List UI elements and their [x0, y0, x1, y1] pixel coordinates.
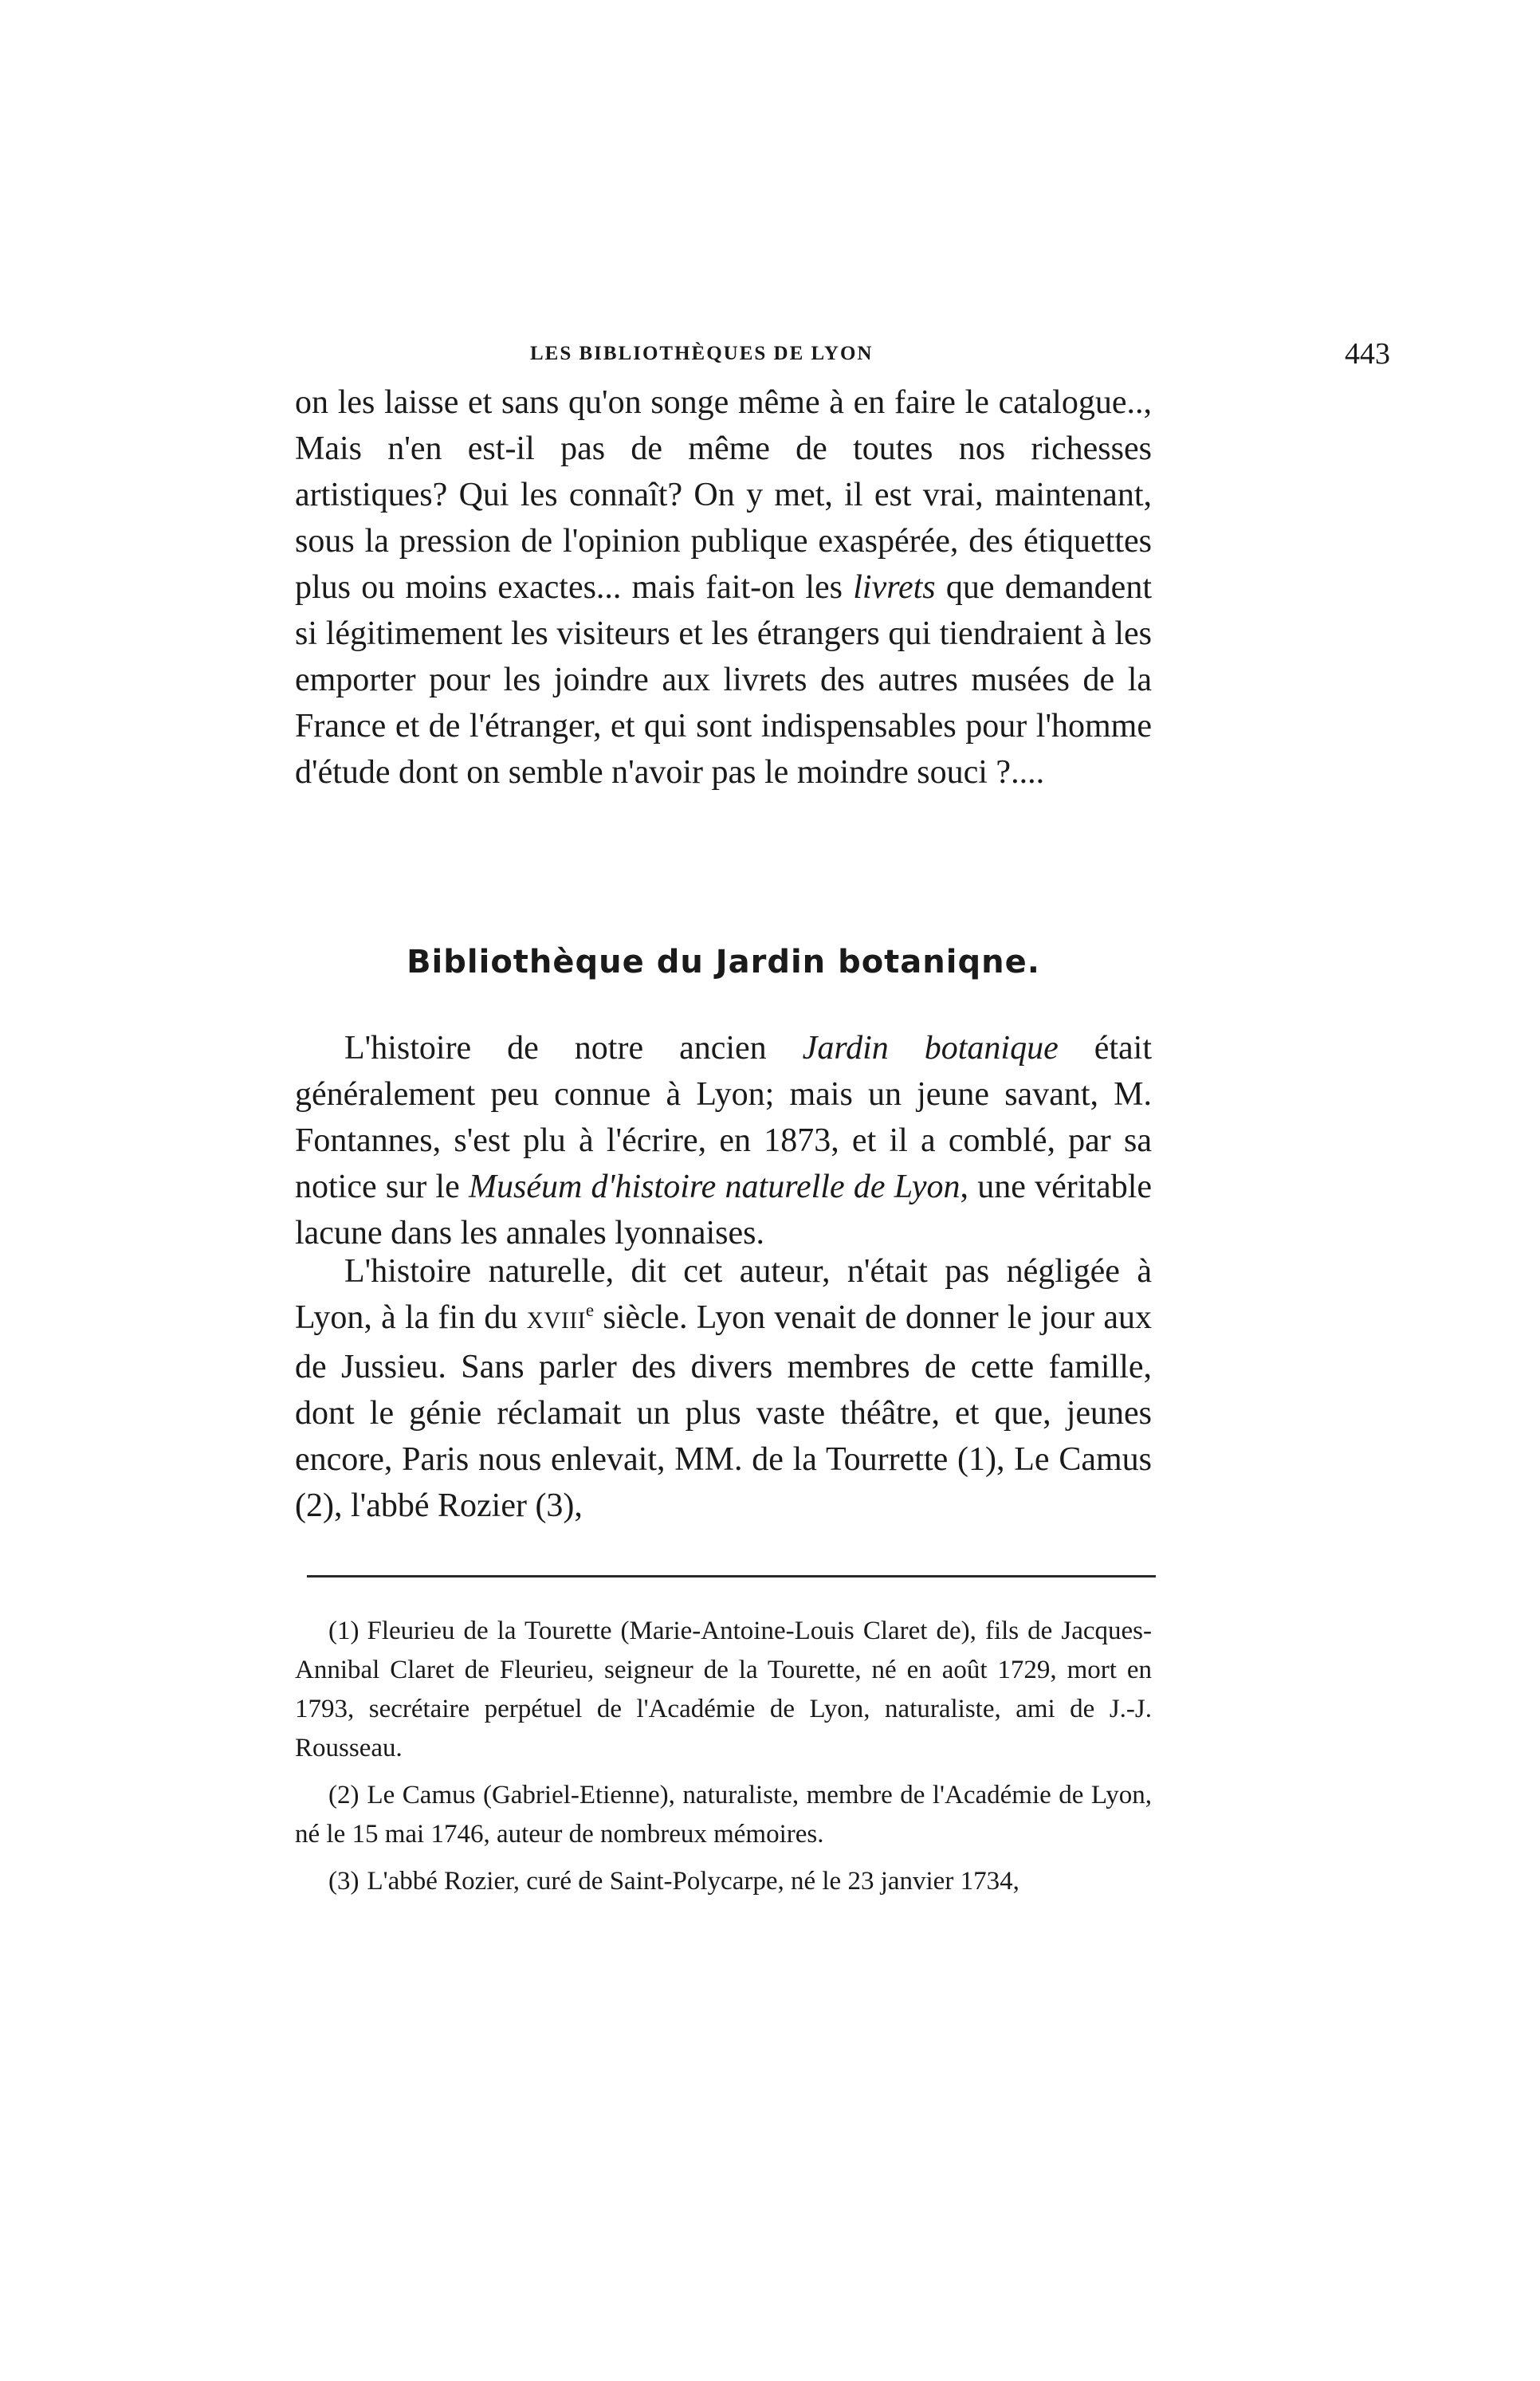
- running-title: LES BIBLIOTHÈQUES DE LYON: [530, 343, 874, 364]
- paragraph-2-text-b: était généralement peu connue à Lyon; mais un jeune savant, M. Fontannes, s'est plu à l'écrire, en 1873, et il a comblé, par sa notice sur le: [295, 1030, 1153, 1205]
- section-title: Bibliothèque du Jardin botaniqne.: [407, 944, 1040, 980]
- page-number: 443: [1345, 337, 1390, 371]
- paragraph-jardin-botanique: [295, 1025, 1152, 1256]
- paragraph-1-text-a: on les laisse et sans qu'on songe même à en faire le catalogue.., Mais n'en est-il pas de même de toutes nos richesses artistiques? Qui les connaît? On y met, il est vrai, maintenant, sous la pression de l'opinion publique exaspérée, des étiquettes plus ou moins exactes... mais fait-on les: [295, 384, 1152, 606]
- paragraph-3-text-a: L'histoire naturelle, dit cet auteur, n'était pas négligée à Lyon, à la fin du: [295, 1253, 1152, 1336]
- paragraph-1-italic: livrets: [853, 569, 936, 606]
- footnote-1-text: Fleurieu de la Tourette (Marie-Antoine-Louis Claret de), fils de Jacques-Annibal Claret de Fleurieu, seigneur de la Tourette, né en août 1729, mort en 1793, secrétaire perpétuel de l'Académie de Lyon, naturaliste, ami de J.-J. Rousseau.: [295, 1617, 1152, 1762]
- footnote-3-text: L'abbé Rozier, curé de Saint-Polycarpe, né le 23 janvier 1734,: [367, 1867, 1019, 1896]
- paragraph-2-italic-a: Jardin botanique: [802, 1030, 1059, 1067]
- footnote-3: [295, 1862, 1152, 1901]
- paragraph-histoire-naturelle: [295, 1248, 1152, 1529]
- paragraph-2-text-a: L'histoire de notre ancien: [344, 1030, 803, 1067]
- paragraph-2-italic-b: Muséum d'histoire naturelle de Lyon: [468, 1169, 961, 1205]
- century-numeral: XVIII: [526, 1308, 586, 1334]
- footnote-3-marker: (3): [328, 1867, 359, 1896]
- paragraph-1-text-b: que demandent si légitimement les visiteurs et les étrangers qui tiendraient à les emporter pour les joindre aux livrets des autres musées de la France et de l'étranger, et qui sont indispensables pour l'homme d'étude dont on semble n'avoir pas le moindre souci ?....: [295, 569, 1152, 791]
- paragraph-3-text-b: siècle. Lyon venait de donner le jour aux de Jussieu. Sans parler des divers membres de cette famille, dont le génie réclamait un plus vaste théâtre, et que, jeunes encore, Paris nous enlevait, MM. de la Tourrette (1), Le Camus (2), l'abbé Rozier (3),: [295, 1299, 1152, 1524]
- paragraph-continuation: [295, 379, 1152, 796]
- page-header: [530, 336, 1395, 376]
- footnote-1: [295, 1612, 1152, 1768]
- footnote-2-text: Le Camus (Gabriel-Etienne), naturaliste, membre de l'Académie de Lyon, né le 15 mai 1746, auteur de nombreux mémoires.: [295, 1781, 1152, 1849]
- footnotes: [295, 1612, 1152, 1909]
- footnote-separator: [307, 1575, 1156, 1578]
- footnote-2-marker: (2): [328, 1781, 359, 1809]
- century-superscript: e: [585, 1299, 595, 1320]
- footnote-2: [295, 1776, 1152, 1854]
- footnote-1-marker: (1): [328, 1617, 359, 1645]
- paragraph-2-text-c: , une véritable lacune dans les annales lyonnaises.: [295, 1169, 1153, 1251]
